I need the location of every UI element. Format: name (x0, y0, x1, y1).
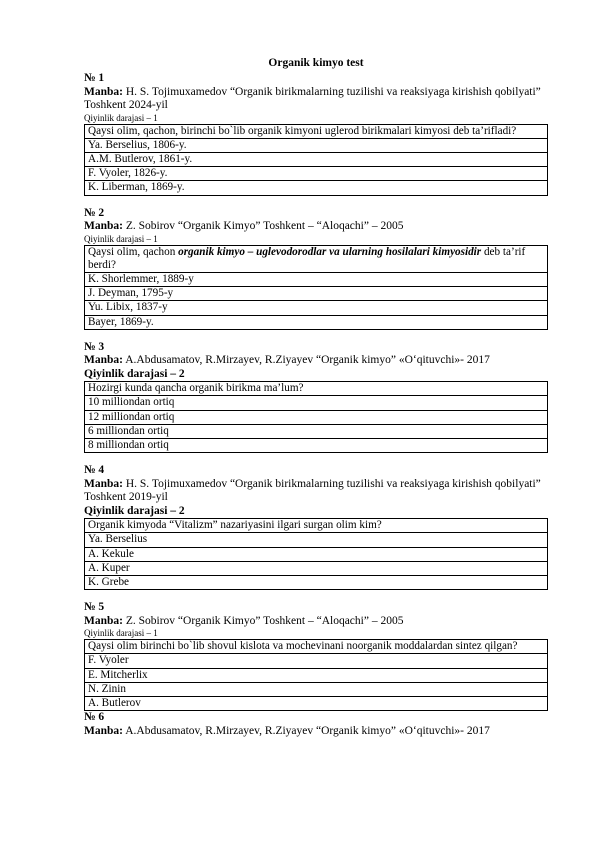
option-text: A. Butlerov (85, 697, 548, 711)
option-row (85, 654, 548, 668)
question-block-5 (84, 601, 548, 711)
difficulty-level: Qiyinlik darajasi – 1 (84, 233, 158, 244)
option-text: N. Zinin (85, 682, 548, 696)
question-row (85, 245, 548, 272)
option-text: 10 milliondan ortiq (85, 396, 548, 410)
difficulty-level: Qiyinlik darajasi – 1 (84, 112, 158, 123)
question-number: № 4 (84, 464, 105, 477)
option-row (85, 424, 548, 438)
question-table (84, 518, 548, 590)
difficulty-level: Qiyinlik darajasi – 2 (84, 367, 185, 380)
question-source (84, 478, 548, 505)
option-row (85, 410, 548, 424)
option-row (85, 533, 548, 547)
option-row (85, 697, 548, 711)
option-text: E. Mitcherlix (85, 668, 548, 682)
option-row (85, 396, 548, 410)
option-row (85, 301, 548, 315)
option-text: K. Shorlemmer, 1889-y (85, 272, 548, 286)
option-row (85, 561, 548, 575)
question-block-2 (84, 207, 548, 330)
source-label: Manba: (84, 724, 123, 737)
source-label: Manba: (84, 354, 123, 367)
question-table (84, 381, 548, 453)
source-label: Manba: (84, 220, 123, 233)
option-row (85, 272, 548, 286)
question-suffix: deb ta’rif berdi? (88, 245, 526, 271)
question-text: Qaysi olim birinchi bo`lib shovul kislota va mochevinani noorganik moddalardan sintez qilgan? (85, 640, 548, 654)
option-row (85, 576, 548, 590)
question-text: Hozirgi kunda qancha organik birikma ma’lum? (85, 382, 548, 396)
option-row (85, 439, 548, 453)
option-row (85, 315, 548, 329)
question-block-1 (84, 72, 548, 196)
option-row (85, 181, 548, 195)
source-label: Manba: (84, 85, 123, 98)
option-text: 8 milliondan ortiq (85, 439, 548, 453)
option-text: F. Vyoler, 1826-y. (85, 167, 548, 181)
option-row (85, 547, 548, 561)
question-number: № 6 (84, 711, 105, 724)
question-number: № 5 (84, 601, 105, 614)
option-row (85, 668, 548, 682)
option-text: J. Deyman, 1795-y (85, 287, 548, 301)
option-text: Yu. Libix, 1837-y (85, 301, 548, 315)
option-text: Ya. Berselius (85, 533, 548, 547)
question-table (84, 245, 548, 330)
question-block-4 (84, 464, 548, 590)
question-block-3 (84, 341, 548, 454)
source-text: A.Abdusamatov, R.Mirzayev, R.Ziyayev “Organik kimyo” «O‘qituvchi»- 2017 (125, 724, 490, 737)
option-text: A. Kekule (85, 547, 548, 561)
question-source (84, 725, 548, 739)
question-source (84, 354, 548, 368)
difficulty-level: Qiyinlik darajasi – 2 (84, 504, 185, 517)
source-label: Manba: (84, 614, 123, 627)
question-emphasis: organik kimyo – uglevodorodlar va ularning hosilalari kimyosidir (178, 245, 482, 258)
source-text: H. S. Tojimuxamedov “Organik birikmalarning tuzilishi va reaksiyaga kirishish qobilyati” Toshkent 2019-yil (84, 477, 541, 504)
option-text: 12 milliondan ortiq (85, 410, 548, 424)
difficulty-level: Qiyinlik darajasi – 1 (84, 628, 158, 639)
question-row (85, 640, 548, 654)
question-source (84, 86, 548, 113)
document-page (84, 56, 548, 749)
option-text: A. Kuper (85, 561, 548, 575)
question-number: № 2 (84, 206, 105, 219)
option-row (85, 167, 548, 181)
source-label: Manba: (84, 477, 123, 490)
question-number: № 1 (84, 72, 105, 84)
question-number: № 3 (84, 340, 105, 353)
source-text: H. S. Tojimuxamedov “Organik birikmalarning tuzilishi va reaksiyaga kirishish qobilyati” Toshkent 2024-yil (84, 85, 541, 111)
question-row (85, 382, 548, 396)
question-table (84, 124, 548, 196)
source-text: Z. Sobirov “Organik Kimyo” Toshkent – “Aloqachi” – 2005 (125, 614, 404, 627)
question-text: Qaysi olim, qachon, birinchi bo`lib organik kimyoni uglerod birikmalari kimyosi deb ta’rifladi? (85, 124, 548, 138)
option-text: A.M. Butlerov, 1861-y. (85, 152, 548, 166)
source-text: Z. Sobirov “Organik Kimyo” Toshkent – “Aloqachi” – 2005 (125, 220, 404, 233)
option-row (85, 152, 548, 166)
option-text: K. Grebe (85, 576, 548, 590)
option-text: F. Vyoler (85, 654, 548, 668)
option-row (85, 682, 548, 696)
option-row (85, 287, 548, 301)
option-text: Ya. Berselius, 1806-y. (85, 138, 548, 152)
option-text: K. Liberman, 1869-y. (85, 181, 548, 195)
question-row (85, 519, 548, 533)
option-row (85, 138, 548, 152)
question-text: Organik kimyoda “Vitalizm” nazariyasini ilgari surgan olim kim? (85, 519, 548, 533)
question-source (84, 220, 548, 234)
option-text: 6 milliondan ortiq (85, 424, 548, 438)
source-text: A.Abdusamatov, R.Mirzayev, R.Ziyayev “Organik kimyo” «O‘qituvchi»- 2017 (125, 354, 490, 367)
document-title: Organik kimyo test (268, 57, 364, 69)
question-row (85, 124, 548, 138)
question-source (84, 615, 548, 629)
question-text (85, 245, 548, 272)
question-block-6 (84, 711, 548, 738)
question-prefix: Qaysi olim, qachon (88, 245, 179, 258)
question-table (84, 639, 548, 711)
option-text: Bayer, 1869-y. (85, 315, 548, 329)
